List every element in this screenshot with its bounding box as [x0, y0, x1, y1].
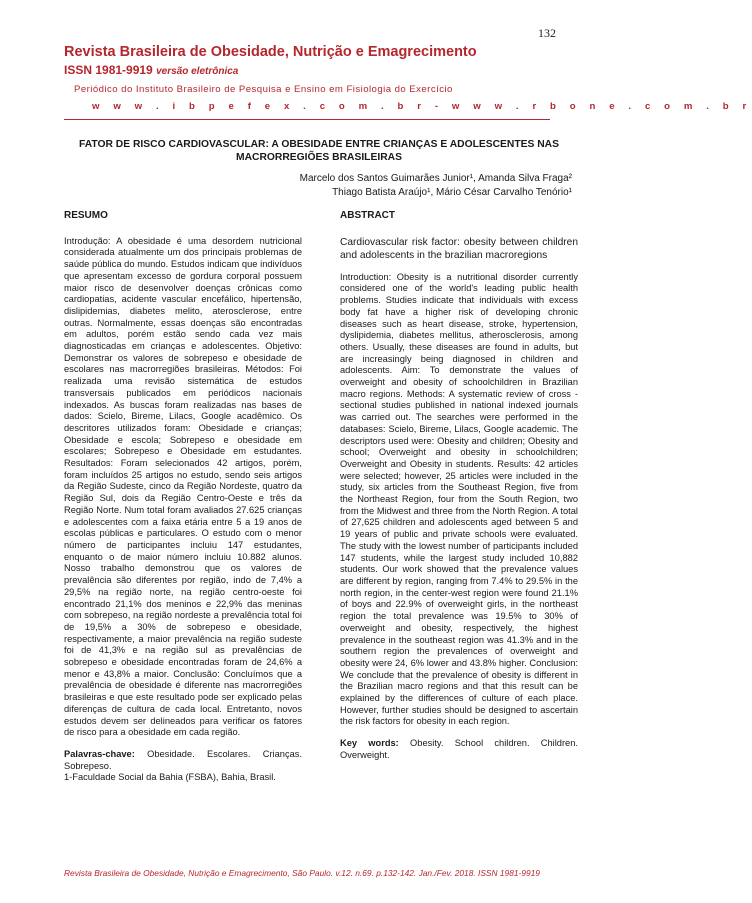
- resumo-column: [64, 210, 302, 784]
- footer-citation: Revista Brasileira de Obesidade, Nutrição e Emagrecimento, São Paulo. v.12. n.69. p.132-142. Jan./Fev. 2018. ISSN 1981-9919: [64, 868, 540, 878]
- keywords-text: Obesidade. Escolares. Crianças. Sobrepeso.: [64, 748, 302, 771]
- authors-line-1: Marcelo dos Santos Guimarães Junior¹, Amanda Silva Fraga²: [299, 173, 572, 184]
- resumo-heading: RESUMO: [64, 210, 108, 221]
- issn: ISSN 1981-9919: [64, 63, 153, 77]
- keywords-label: Palavras-chave:: [64, 748, 135, 759]
- journal-title: Revista Brasileira de Obesidade, Nutrição e Emagrecimento: [64, 44, 477, 60]
- page-number: 132: [538, 26, 556, 40]
- keywords-label-en: Key words:: [340, 738, 399, 749]
- abstract-column: [340, 210, 578, 762]
- abstract-title: Cardiovascular risk factor: obesity between children and adolescents in the brazilian macroregions: [340, 236, 578, 261]
- resumo-keywords: [64, 749, 302, 772]
- header-divider: [64, 119, 550, 120]
- abstract-body: Introduction: Obesity is a nutritional disorder currently considered one of the world's leading public health problems. Studies indicate that individuals with excess body fat have a higher risk of developing chronic diseases such as heart disease, stroke, hypertension, dyslipidemia, diabetes mellitus, atherosclerosis, among others. Usually, these diseases are found in adults, but are increasingly being diagnosed in children and adolescents. Aim: To demonstrate the values of overweight and obesity of schoolchildren in Brazilian macro regions. Methods: A systematic review of cross - sectional studies published in national indexed journals was carried out. The searches were performed in the databases: Scielo, Bireme, Lilacs, Google academic. The descriptors used were: Obesity and children; Obesity and school; Overweight and obesity in schoolchildren; Overweight and Obesity in students. Results: 42 articles were selected; however, 25 articles were included in the study, six articles from the Southeast Region, five from the Northeast Region, four from the South Region, two from the Midwest and three from the North Region. A total of 27,625 children and adolescents aged between 5 and 19 years of public and private schools were evaluated. The study with the lowest number of participants included 147 students, while the largest study included 10,882 students. Our work showed that the prevalence values are different by region, ranging from 7.4% to 29.5% in the north region, in the center-west region were found 21.1% of boys and 22.9% of overweight girls, in the northeast region the total prevalence was 19.5% to 30% of overweight and obesity, respectively, the highest prevalence in the southeast region was 41.3% and in the southern region the prevalences of overweight and obesity were 24, 6% lower and 43.8% higher. Conclusion: We conclude that the prevalence of obesity is different in the Brazilian macro regions and that this result can be explained by the differences of culture of each place. However, further studies should be designed to ascertain the risk factors for obesity in each region.: [340, 271, 578, 727]
- affiliation: 1-Faculdade Social da Bahia (FSBA), Bahia, Brasil.: [64, 772, 276, 783]
- article-title: FATOR DE RISCO CARDIOVASCULAR: A OBESIDADE ENTRE CRIANÇAS E ADOLESCENTES NAS MACRORREGIÕES BRASILEIRAS: [79, 139, 559, 163]
- authors-line-2: Thiago Batista Araújo¹, Mário César Carvalho Tenório¹: [332, 187, 572, 198]
- version-label: versão eletrônica: [156, 66, 239, 77]
- resumo-body: Introdução: A obesidade é uma desordem nutricional considerada atualmente um dos principais problemas de saúde pública do mundo. Estudos indicam que indivíduos que apresentam excesso de gordura corporal possuem maior risco de desenvolver doenças crônicas como cardiopatias, acidente vascular encefálico, hipertensão, dislipidemias, diabetes melito, aterosclerose, entre outras. Normalmente, essas doenças são encontradas em adultos, porém estão sendo cada vez mais diagnosticadas em crianças e adolescentes. Objetivo: Demonstrar os valores de sobrepeso e obesidade de escolares nas macrorregiões brasileiras. Métodos: Foi realizada uma revisão sistemática de estudos transversais publicados em periódicos nacionais indexados. As buscas foram realizadas nas bases de dados: Scielo, Bireme, Lilacs, Google acadêmico. Os descritores utilizados foram: Obesidade e crianças; Obesidade e escola; Sobrepeso e obesidade em escolares; Sobrepeso e Obesidade em estudantes. Resultados: Foram selecionados 42 artigos, porém, foram incluídos 25 artigos no estudo, sendo seis artigos da Região Sudeste, cinco da Região Nordeste, quatro da Região Sul, dois da Região Centro-Oeste e três da Região Norte. Num total foram avaliados 27.625 crianças e adolescentes com a faixa etária entre 5 a 19 anos de escolas públicas e particulares. O estudo com o menor número de participantes incluiu 147 estudantes, enquanto o de maior número incluiu 10.882 alunos. Nosso trabalho demonstrou que os valores de prevalência são diferentes por região, indo de 7,4% a 29,5% na região norte, na região centro-oeste foi encontrado 21,1% dos meninos e 22,9% das meninas com sobrepeso, na região nordeste a prevalência total foi de 19,5% a 30% de sobrepeso e obesidade, respectivamente, a maior prevalência na região sudeste foi de 41,3% e na região sul as prevalências de sobrepeso e obesidade encontradas foram de 24,6% a menor e 43,8% a maior. Conclusão: Concluímos que a prevalência de obesidade é diferente nas macrorregiões brasileiras e que este resultado pode ser explicado pelas diferenças de cultura de cada local. Entretanto, novos estudos devem ser delineados para verificar os fatores de risco para a obesidade em cada região.: [64, 235, 302, 738]
- keywords-text-en: Obesity. School children. Children. Overweight.: [340, 738, 578, 760]
- issn-line: [64, 63, 238, 77]
- abstract-heading: ABSTRACT: [340, 210, 395, 221]
- institute-name: Periódico do Instituto Brasileiro de Pesquisa e Ensino em Fisiologia do Exercício: [74, 84, 453, 95]
- authors: [192, 172, 572, 200]
- journal-urls[interactable]: w w w . i b p e f e x . c o m . b r - w w w . r b o n e . c o m . b r: [92, 101, 752, 112]
- abstract-keywords: [340, 738, 578, 761]
